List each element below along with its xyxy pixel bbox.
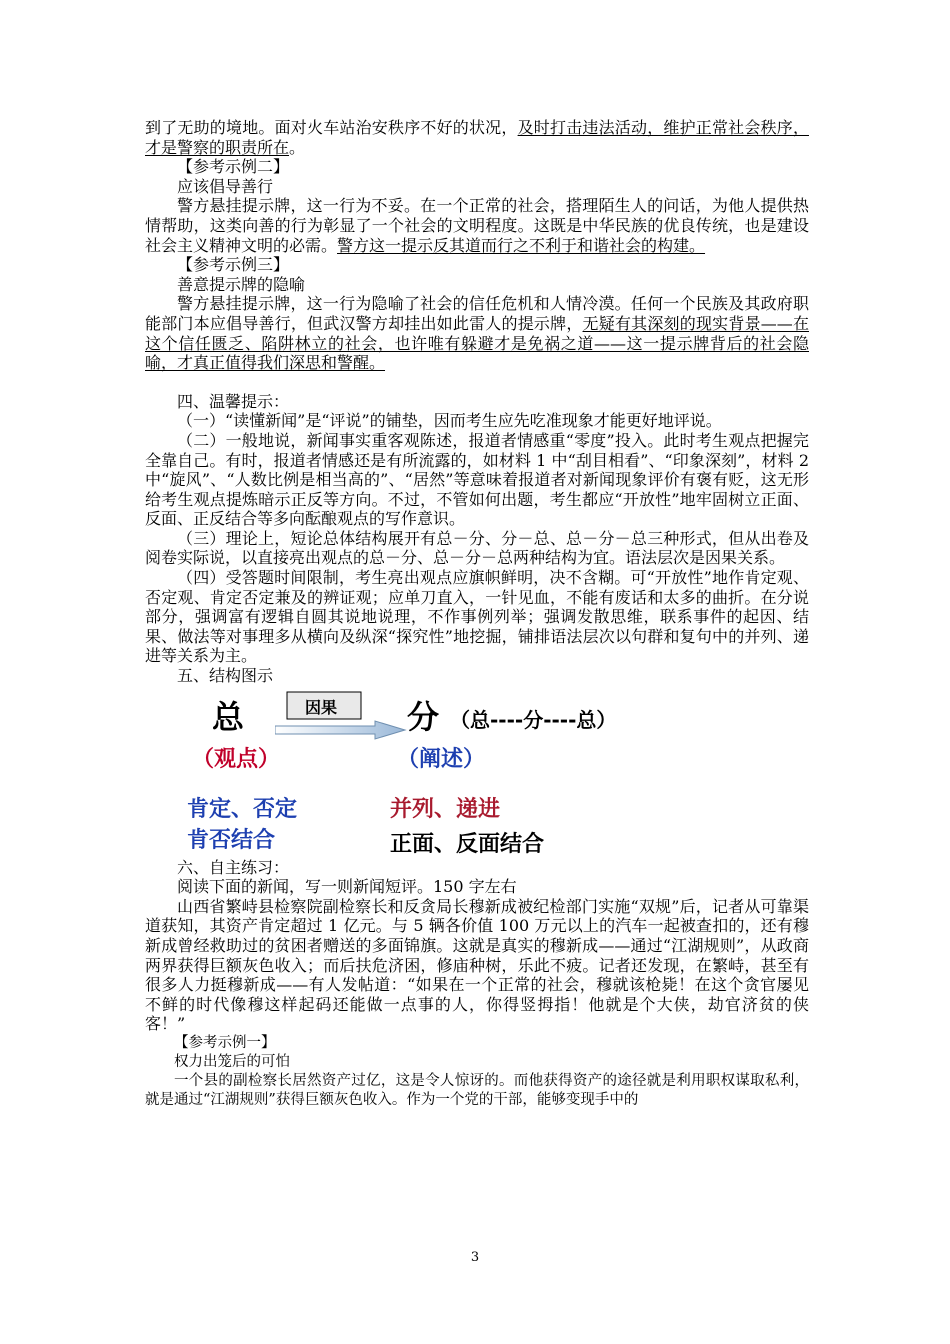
sample-body-2	[145, 196, 809, 255]
elaboration-label: （阐述）	[397, 746, 486, 772]
zong-label: 总	[212, 697, 245, 736]
sample-title-2: 应该倡导善行	[177, 176, 274, 196]
viewpoint-label: （观点）	[192, 746, 281, 772]
tip-3: （三）理论上，短论总体结构展开有总－分、分－总、总－分－总三种形式，但从出卷及阅卷实际说，以直接亮出观点的总－分、总－分－总两种结构为宜。语法层次是因果关系。	[145, 528, 809, 568]
exercise-sample-text: 一个县的副检察长居然资产过亿，这是令人惊讶的。而他获得资产的途径就是利用职权谋取私利，就是通过“江湖规则”获得巨额灰色收入。作为一个党的干部，能够变现手中的	[145, 1072, 809, 1108]
text-run: 。	[289, 137, 306, 157]
tip-4: （四）受答题时间限制，考生亮出观点应旗帜鲜明，决不含糊。可“开放性”地作肯定观、否定观、肯定否定兼及的辨证观；应单刀直入，一针见血，不能有废话和太多的曲折。在分说部分，强调富有逻辑自圆其说地说理，不作事例列举；强调发散思维，联系事件的起因、结果、做法等对事理多从横向及纵深“探究性”地挖掘，铺排语法层次以句群和复句中的并列、递进等关系为主。	[145, 568, 809, 666]
tip-1: （一）“读懂新闻”是“评说”的铺垫，因而考生应先吃准现象才能更好地评说。	[177, 411, 722, 431]
paragraph-continuation	[145, 118, 809, 157]
parallel-progressive-label: 并列、递进	[390, 796, 501, 822]
page-number: 3	[470, 1250, 480, 1265]
document-body	[145, 118, 809, 1110]
structure-diagram	[145, 690, 809, 858]
cause-effect-label: 因果	[305, 697, 338, 717]
arrow-icon	[275, 690, 415, 740]
exercise-sample-label: 【参考示例一】	[174, 1034, 276, 1051]
sample-label-3: 【参考示例三】	[177, 255, 290, 275]
positive-negative-label: 正面、反面结合	[390, 831, 545, 857]
exercise-heading: 六、自主练习：	[177, 857, 290, 877]
sample-label-2: 【参考示例二】	[177, 157, 290, 177]
exercise-news: 山西省繁峙县检察院副检察长和反贪局长穆新成被纪检部门实施“双规”后，记者从可靠渠道获知，其资产肯定超过 1 亿元。与 5 辆各价值 100 万元以上的汽车一起被查扣的，还有穆新成曾经救助过的贫困者赠送的多面锦旗。这就是真实的穆新成——通过“江湖规则”，从政商两界获得巨额灰色收入；而后扶危济困，修庙种树，乐此不疲。记者还发现，在繁峙，甚至有很多人力挺穆新成——有人发帖道：“如果在一个正常的社会，穆就该枪毙！在这个贪官屡见不鲜的时代像穆这样起码还能做一点事的人，你得竖拇指！他就是个大侠，劫官济贫的侠客！”	[145, 896, 809, 1034]
fen-structure-label: （总----分----总）	[450, 707, 617, 732]
underlined-text: 及时打击违法活动，维护正常社会秩序，才是警察的职责所在	[145, 118, 809, 157]
text-run: 警方悬挂提示牌，这一行为隐喻了社会的信任危机和人情冷漠。任何一个民族及其政府职能部门本应倡导善行，但武汉警方却挂出如此雷人的提示牌，	[145, 294, 809, 333]
fen-label: 分	[407, 697, 440, 736]
text-run: 到了无助的境地。面对火车站治安秩序不好的状况，	[145, 118, 518, 137]
text-run: 警方悬挂提示牌，这一行为不妥。在一个正常的社会，搭理陌生人的问话，为他人提供热情帮助，这类向善的行为彰显了一个社会的文明程度。这既是中华民族的优良传统，也是建设社会主义精神文明的必需。	[145, 196, 809, 255]
exercise-instruction: 阅读下面的新闻，写一则新闻短评。150 字左右	[177, 877, 517, 897]
combined-label: 肯否结合	[187, 827, 276, 853]
exercise-sample-title: 权力出笼后的可怕	[174, 1053, 290, 1070]
diagram-heading: 五、结构图示	[177, 666, 274, 686]
affirm-negate-label: 肯定、否定	[187, 796, 298, 822]
sample-title-3: 善意提示牌的隐喻	[177, 274, 306, 294]
spacer	[145, 373, 809, 392]
tip-2: （二）一般地说，新闻事实重客观陈述，报道者情感重“零度”投入。此时考生观点把握完全靠自己。有时，报道者情感还是有所流露的，如材料 1 中“刮目相看”、“印象深刻”，材料 2 中“旋风”、“人数比例是相当高的”、“居然”等意味着报道者对新闻现象评价有褒有贬，这无形给考生观点提炼暗示正反等方向。不过，不管如何出题，考生都应“开放性”地牢固树立正面、反面、正反结合等多向酝酿观点的写作意识。	[145, 430, 809, 529]
underlined-text: 无疑有其深刻的现实背景——在这个信任匮乏、陷阱林立的社会，也许唯有躲避才是免祸之道——这一提示牌背后的社会隐喻，才真正值得我们深思和警醒。	[145, 313, 809, 373]
sample-body-3	[145, 294, 809, 372]
underlined-text: 警方这一提示反其道而行之不利于和谐社会的构建。	[337, 235, 706, 255]
tips-heading: 四、温馨提示：	[177, 391, 290, 411]
